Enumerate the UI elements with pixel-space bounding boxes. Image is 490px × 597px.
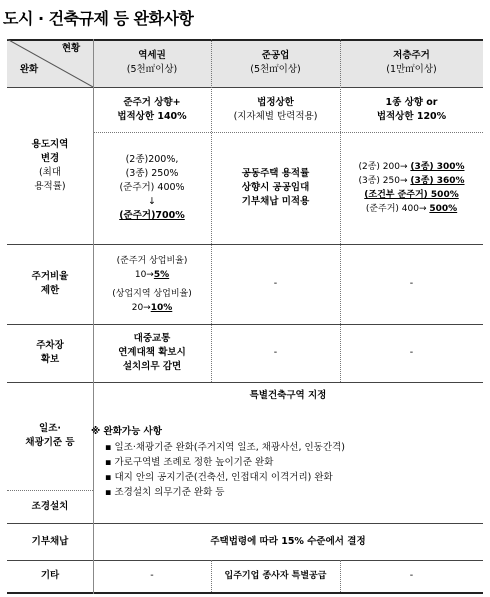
zoning-station-top (93, 87, 211, 132)
text-line: 일조· (39, 423, 61, 434)
header-lowrise-name: 저층주거 (393, 50, 430, 61)
list-item: ▪ 가로구역별 조례로 정한 높이기준 완화 (105, 457, 274, 468)
relaxation-list (105, 440, 485, 500)
row-label-housing-ratio (7, 244, 93, 324)
text-part: (준주거) 400→ (365, 204, 430, 214)
text-line: 20→10% (131, 302, 173, 313)
text-line (358, 160, 464, 174)
text-part: 10% (150, 302, 173, 313)
list-item: ▪ 일조·채광기준 완화(주거지역 일조, 채광사선, 인동간격) (105, 442, 345, 453)
text-line: (준주거) 400% (119, 182, 185, 193)
special-zone-text: 특별건축구역 지정 (249, 390, 327, 401)
housing-ratio-lowrise: - (409, 278, 414, 289)
text-line: 상향시 공공임대 (241, 182, 310, 193)
text-line: 설치의무 감면 (122, 361, 182, 372)
text-line: 법정상한 (257, 96, 294, 108)
header-station (93, 39, 211, 87)
list-item-text: 조경설치 의무기준 완화 등 (114, 487, 225, 498)
regulation-table (7, 39, 483, 594)
row-label-donation: 기부채납 (31, 535, 69, 547)
header-station-sub: (5천㎡이상) (126, 64, 178, 75)
text-line: (상업지역 상업비율) (112, 288, 192, 299)
row-label-parking (7, 324, 93, 382)
list-item: ▪ 조경설치 의무기준 완화 등 (105, 487, 225, 498)
zoning-label-line: 용도지역 (31, 138, 69, 150)
row-label-etc: 기타 (40, 570, 60, 581)
zoning-label-line: 변경 (40, 152, 60, 164)
text-line: 확보 (40, 354, 60, 365)
text-line: 기부채납 미적용 (241, 196, 310, 207)
zoning-station-bottom (93, 132, 211, 244)
zoning-industrial-top (211, 87, 340, 132)
text-part: (2종) 200→ (358, 162, 411, 172)
down-arrow-icon: ↓ (148, 196, 156, 207)
text-line: 10→5% (134, 269, 170, 280)
header-lowrise (340, 39, 483, 87)
text-part: 5% (153, 269, 170, 280)
zoning-label-line: (최대 (38, 166, 62, 178)
text-part: (3종) 250→ (358, 176, 411, 186)
text-line (364, 188, 458, 202)
possible-header: ※ 완화가능 사항 (91, 426, 162, 437)
text-part: (조건부 준주거) 500% (364, 190, 459, 200)
text-line: 법적상한 120% (376, 110, 447, 122)
text-line: (지자체별 탄력적용) (233, 110, 318, 122)
header-industrial (211, 39, 340, 87)
housing-ratio-station (93, 244, 211, 324)
text-line: 연계대책 확보시 (118, 347, 186, 358)
text-part: (3종) 300% (410, 162, 465, 172)
text-line: 1종 상향 or (385, 96, 438, 108)
header-lowrise-sub: (1만㎡이상) (386, 64, 437, 75)
text-line: (2종)200%, (125, 154, 179, 165)
text-line (366, 202, 457, 216)
text-line: 채광기준 등 (25, 437, 75, 448)
list-item-text: 대지 안의 공지기준(건축선, 인접대지 이격거리) 완화 (114, 472, 333, 483)
text-line: 주차장 (36, 340, 64, 351)
text-part: (3종) 360% (410, 176, 465, 186)
housing-ratio-industrial: - (273, 278, 278, 289)
corner-top-label: 현황 (61, 43, 81, 54)
parking-station (93, 324, 211, 382)
header-station-name: 역세권 (138, 50, 166, 61)
row-label-landscape: 조경설치 (31, 500, 69, 512)
text-line: (준주거)700% (119, 210, 185, 221)
row-label-sunlight (7, 382, 93, 490)
parking-lowrise: - (409, 347, 414, 358)
text-line: 준주거 상향+ (123, 96, 181, 108)
text-line: 제한 (40, 285, 60, 296)
page-title: 도시 · 건축규제 등 완화사항 (3, 9, 194, 28)
etc-industrial: 입주기업 종사자 특별공급 (224, 571, 327, 581)
text-line: 주거비율 (31, 271, 69, 282)
text-line: (준주거 상업비율) (116, 255, 188, 266)
zoning-lowrise-bottom (340, 132, 483, 244)
header-industrial-sub: (5천㎡이상) (250, 64, 301, 75)
text-line: 대중교통 (133, 333, 171, 344)
parking-industrial: - (273, 347, 278, 358)
text-part: 500% (429, 204, 458, 214)
etc-lowrise: - (409, 570, 414, 581)
list-item-text: 가로구역별 조례로 정한 높이기준 완화 (114, 457, 274, 468)
list-item-text: 일조·채광기준 완화(주거지역 일조, 채광사선, 인동간격) (114, 442, 345, 453)
header-industrial-name: 준공업 (261, 50, 290, 61)
list-item: ▪ 대지 안의 공지기준(건축선, 인접대지 이격거리) 완화 (105, 472, 333, 483)
text-line: 법적상한 140% (117, 110, 187, 122)
zoning-industrial-bottom (211, 132, 340, 244)
zoning-label-line: 용적률) (34, 180, 66, 192)
etc-station: - (150, 570, 154, 581)
donation-text: 주택법령에 따라 15% 수준에서 결정 (210, 535, 366, 547)
row-label-zoning (7, 87, 93, 244)
zoning-lowrise-top (340, 87, 483, 132)
text-line: 공동주택 용적률 (241, 168, 310, 179)
text-line (358, 174, 464, 188)
text-line: (3종) 250% (125, 168, 179, 179)
corner-bottom-label: 완화 (19, 64, 39, 75)
